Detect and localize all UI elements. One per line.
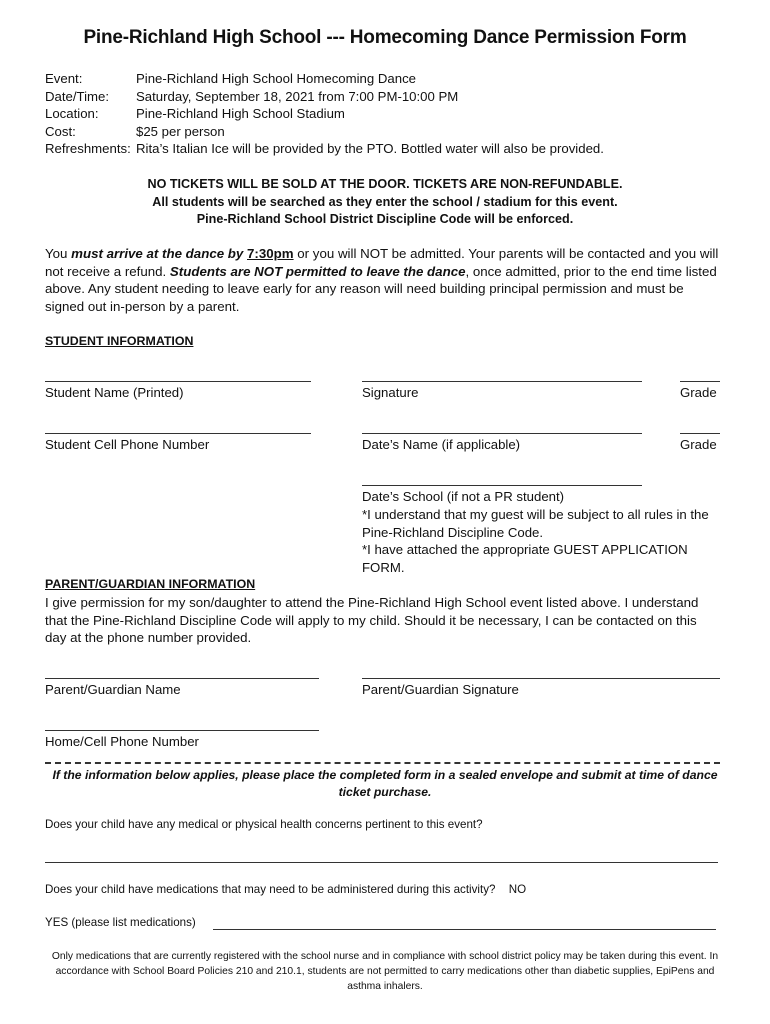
arrival-time: 7:30pm — [247, 246, 294, 261]
medications-list-field[interactable] — [213, 929, 716, 930]
grade-field[interactable] — [680, 381, 720, 382]
parent-name-label: Parent/Guardian Name — [45, 682, 181, 697]
cost-row — [45, 123, 604, 141]
event-row — [45, 70, 604, 88]
signature-label: Signature — [362, 385, 419, 400]
cut-line-divider — [45, 762, 720, 764]
medications-question — [45, 883, 526, 896]
medications-question-text: Does your child have medications that may need to be administered during this activity? — [45, 883, 496, 896]
rules-emphasis: Students are NOT permitted to leave the dance — [169, 263, 466, 279]
cost-value: $25 per person — [136, 123, 225, 139]
refreshments-row — [45, 140, 604, 158]
signature-field[interactable] — [362, 381, 642, 382]
refreshments-label: Refreshments: — [45, 141, 131, 157]
parent-name-field[interactable] — [45, 678, 319, 679]
location-value: Pine-Richland High School Stadium — [136, 106, 345, 122]
guest-acknowledgements — [362, 506, 722, 576]
rules-text: , once admitted, prior to the end time listed above. Any student needing to leave early for any reason will need building principal permission and must be signed out in-person by a parent. — [45, 263, 717, 314]
date-school-field[interactable] — [362, 485, 642, 486]
attendance-rules — [45, 245, 720, 315]
envelope-instructions: If the information below applies, please place the completed form in a sealed envelope and submit at time of dance ticket purchase. — [52, 768, 718, 799]
notice-line: Pine-Richland School District Discipline Code will be enforced. — [196, 212, 574, 226]
date-school-label: Date’s School (if not a PR student) — [362, 489, 565, 504]
parent-info-heading: PARENT/GUARDIAN INFORMATION — [45, 577, 256, 591]
no-option[interactable]: NO — [508, 883, 527, 896]
notice-line: All students will be searched as they enter the school / stadium for this event. — [152, 194, 618, 209]
medical-concerns-question: Does your child have any medical or physical health concerns pertinent to this event? — [45, 818, 483, 831]
parent-permission-text: I give permission for my son/daughter to attend the Pine-Richland High School event listed above. I understand that the Pine-Richland Discipline Code will apply to my child. Should it be necessary, I can be contacted on this day at the phone number provided. — [45, 595, 699, 646]
guest-note: *I have attached the appropriate GUEST APPLICATION FORM. — [362, 542, 688, 575]
date-name-field[interactable] — [362, 433, 642, 434]
datetime-row — [45, 88, 604, 106]
medication-policy-note: Only medications that are currently registered with the school nurse and in compliance with school district policy may be taken during this event. In accordance with School Board Policies 210 and 210.1, students are not permitted to carry medications other than diabetic supplies, EpiPens and asthma inhalers. — [51, 951, 719, 992]
refreshments-value: Rita’s Italian Ice will be provided by the PTO. Bottled water will also be provided. — [136, 141, 604, 157]
yes-medications-label: YES (please list medications) — [45, 916, 196, 929]
form-title: Pine-Richland High School --- Homecoming Dance Permission Form — [83, 27, 687, 48]
student-phone-label: Student Cell Phone Number — [45, 437, 210, 452]
yes-medications-row — [45, 916, 196, 929]
parent-signature-field[interactable] — [362, 678, 720, 679]
date-grade-field[interactable] — [680, 433, 720, 434]
event-label: Event: — [45, 71, 83, 86]
datetime-label: Date/Time: — [45, 88, 109, 104]
student-info-heading: STUDENT INFORMATION — [45, 334, 194, 348]
cost-label: Cost: — [45, 123, 76, 139]
parent-phone-label: Home/Cell Phone Number — [45, 734, 199, 749]
important-notice — [0, 176, 770, 229]
grade-label: Grade — [680, 385, 717, 400]
event-value: Pine-Richland High School Homecoming Dance — [136, 71, 417, 86]
student-phone-field[interactable] — [45, 433, 311, 434]
student-name-label: Student Name (Printed) — [45, 385, 184, 400]
student-name-field[interactable] — [45, 381, 311, 382]
date-grade-label: Grade — [680, 437, 717, 452]
event-info-block — [45, 70, 604, 158]
guest-note: *I understand that my guest will be subject to all rules in the Pine-Richland Discipline Code. — [362, 507, 709, 540]
rules-text: or you will NOT be admitted. Your parents will be contacted and you will not receive a refund. — [45, 246, 719, 279]
parent-signature-label: Parent/Guardian Signature — [362, 682, 519, 697]
date-name-label: Date’s Name (if applicable) — [362, 437, 521, 452]
datetime-value: Saturday, September 18, 2021 from 7:00 PM-10:00 PM — [136, 88, 459, 104]
rules-text: You — [45, 246, 72, 261]
notice-line: NO TICKETS WILL BE SOLD AT THE DOOR. TICKETS ARE NON-REFUNDABLE. — [147, 177, 623, 191]
parent-phone-field[interactable] — [45, 730, 319, 731]
location-label: Location: — [45, 106, 99, 122]
location-row — [45, 105, 604, 123]
rules-emphasis: must arrive at the dance by — [71, 246, 248, 261]
medical-concerns-field[interactable] — [45, 862, 718, 863]
